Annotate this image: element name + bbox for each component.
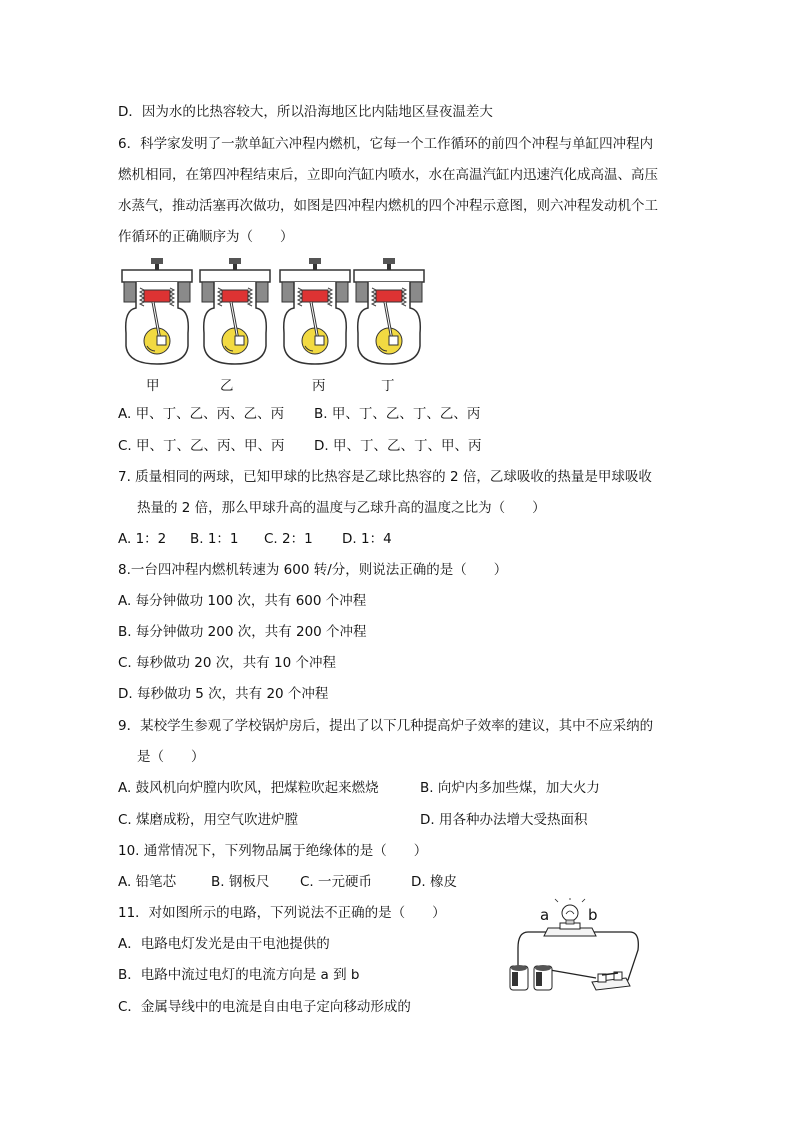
q8-option-b: B. 每分钟做功 200 次，共有 200 个冲程 — [118, 624, 367, 640]
circuit-figure — [500, 898, 650, 998]
q7-option-b: B. 1：1 — [190, 531, 239, 547]
q10-option-d: D. 橡皮 — [411, 874, 457, 890]
q9-option-a: A. 鼓风机向炉膛内吹风，把煤粒吹起来燃烧 — [118, 780, 379, 796]
battery-icon — [510, 965, 552, 990]
q7-option-a: A. 1：2 — [118, 531, 167, 547]
engine-bing-icon — [280, 258, 350, 364]
q8-option-d: D. 每秒做功 5 次，共有 20 个冲程 — [118, 686, 329, 702]
q6-text-line-2: 燃机相同，在第四冲程结束后，立即向汽缸内喷水，水在高温汽缸内迅速汽化成高温、高压 — [118, 167, 658, 183]
circuit-label-b: b — [588, 906, 598, 924]
circuit-label-a: a — [540, 906, 550, 924]
q6-option-b: B. 甲、丁、乙、丁、乙、丙 — [314, 406, 481, 422]
q11-option-c: C．金属导线中的电流是自由电子定向移动形成的 — [118, 999, 411, 1015]
q9-text-line-1: 9．某校学生参观了学校锅炉房后，提出了以下几种提高炉子效率的建议，其中不应采纳的 — [118, 718, 654, 734]
q9-text-line-2: 是（ ） — [137, 749, 205, 765]
q10-option-c: C. 一元硬币 — [300, 874, 373, 890]
q6-text-line-3: 水蒸气，推动活塞再次做功，如图是四冲程内燃机的四个冲程示意图，则六冲程发动机个工 — [118, 198, 658, 214]
q6-option-a: A. 甲、丁、乙、丙、乙、丙 — [118, 406, 285, 422]
q10-option-b: B. 钢板尺 — [211, 874, 270, 890]
q10-option-a: A. 铅笔芯 — [118, 874, 177, 890]
q7-text-line-1: 7. 质量相同的两球，已知甲球的比热容是乙球比热容的 2 倍，乙球吸收的热量是甲球吸收 — [118, 469, 652, 485]
q9-option-c: C. 煤磨成粉，用空气吹进炉膛 — [118, 812, 299, 828]
q11-option-a: A．电路电灯发光是由干电池提供的 — [118, 936, 330, 952]
engine-ding-icon — [354, 258, 424, 364]
q9-option-b: B. 向炉内多加些煤，加大火力 — [420, 780, 600, 796]
q9-option-d: D. 用各种办法增大受热面积 — [420, 812, 588, 828]
engine-label-yi: 乙 — [220, 378, 234, 394]
q6-option-d: D. 甲、丁、乙、丁、甲、丙 — [314, 438, 482, 454]
q8-option-c: C. 每秒做功 20 次，共有 10 个冲程 — [118, 655, 337, 671]
engine-label-bing: 丙 — [312, 378, 326, 394]
q11-option-b: B．电路中流过电灯的电流方向是 a 到 b — [118, 967, 360, 983]
engine-jia-icon — [122, 258, 192, 364]
switch-icon — [592, 972, 630, 990]
q11-stem: 11．对如图所示的电路，下列说法不正确的是（ ） — [118, 905, 446, 921]
engine-strokes-figure — [118, 258, 428, 393]
q10-stem: 10. 通常情况下，下列物品属于绝缘体的是（ ） — [118, 843, 428, 859]
engine-yi-icon — [200, 258, 270, 364]
q8-stem: 8.一台四冲程内燃机转速为 600 转/分，则说法正确的是（ ） — [118, 562, 508, 578]
q8-option-a: A. 每分钟做功 100 次，共有 600 个冲程 — [118, 593, 367, 609]
q7-option-d: D. 1：4 — [342, 531, 392, 547]
prev-option-d: D．因为水的比热容较大，所以沿海地区比内陆地区昼夜温差大 — [118, 104, 493, 120]
q7-text-line-2: 热量的 2 倍，那么甲球升高的温度与乙球升高的温度之比为（ ） — [137, 500, 546, 516]
engine-label-jia: 甲 — [146, 378, 160, 394]
q6-text-line-4: 作循环的正确顺序为（ ） — [118, 229, 294, 245]
q6-option-c: C. 甲、丁、乙、丙、甲、丙 — [118, 438, 285, 454]
q7-option-c: C. 2：1 — [264, 531, 313, 547]
q6-text-line-1: 6．科学家发明了一款单缸六冲程内燃机，它每一个工作循环的前四个冲程与单缸四冲程内 — [118, 136, 654, 152]
engine-label-ding: 丁 — [381, 378, 395, 394]
